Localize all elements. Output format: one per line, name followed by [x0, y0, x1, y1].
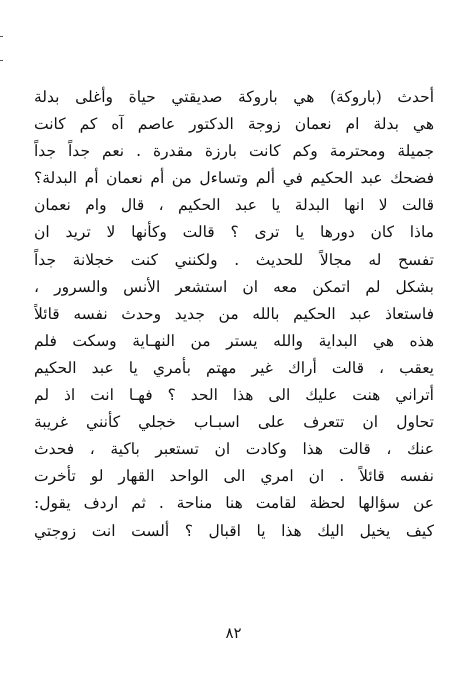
- text-line: عنك ، قالت هذا وكادت ان تستعبر باكية ، فحدث: [34, 440, 434, 459]
- text-line: كيف يخيل اليك هذا يا اقبال ؟ ألست انت زوجتي: [34, 521, 434, 540]
- text-line: قالت لا انها البدلة يا عبد الحكيم ، قال وام نعمان: [34, 196, 434, 215]
- text-line: تحاول ان تتعرف على اسبـاب خجلي كأنني غريبة: [34, 413, 434, 432]
- text-line: هي بدلة ام نعمان زوجة الدكتور عاصم آه كم كانت: [34, 115, 434, 134]
- text-line: نفسه قائلاً . ان امري الى الواحد القهار لو تأخرت: [34, 467, 434, 486]
- text-line: أتراني هنت عليك الى هذا الحد ؟ فهـا انت اذ لم: [34, 386, 434, 405]
- text-line: أحدث (باروكة) هي باروكة صديقتي حياة وأغلى بدلة: [34, 88, 434, 106]
- text-line: بشكل لم اتمكن معه ان استشعر الأنس والسرور ،: [34, 277, 434, 296]
- text-line: جميلة ومحترمة وكم كانت بارزة مقدرة . نعم جداً جداً: [34, 142, 434, 161]
- text-line: يعقب ، قالت أراك غير مهتم بأمري يا عبد الحكيم: [34, 358, 434, 377]
- text-line: فاستعاذ عبد الحكيم بالله من جديد وحدث نفسه قائلاً: [34, 304, 434, 323]
- text-line: هذه هي البداية والله يستر من النهـاية وسكت فلم: [34, 331, 434, 350]
- scan-edge-mark: [0, 36, 3, 37]
- scan-edge-mark: [0, 60, 3, 61]
- body-text: [34, 84, 434, 545]
- text-line: ماذا كان دورها يا ترى ؟ قالت وكأنها لا تريد ان: [34, 223, 434, 242]
- text-line: تفسح له مجالاً للحديث . ولكنني كنت خجلانة جداً: [34, 250, 434, 269]
- text-line: عن سؤالها لحظة لقامت هنا مناحة . ثم اردف يقول:: [34, 494, 434, 513]
- page-number: ٨٢: [225, 624, 242, 642]
- text-line: فضحك عبد الحكيم في ألم وتساءل من أم نعمان أم البدلة؟: [34, 169, 434, 188]
